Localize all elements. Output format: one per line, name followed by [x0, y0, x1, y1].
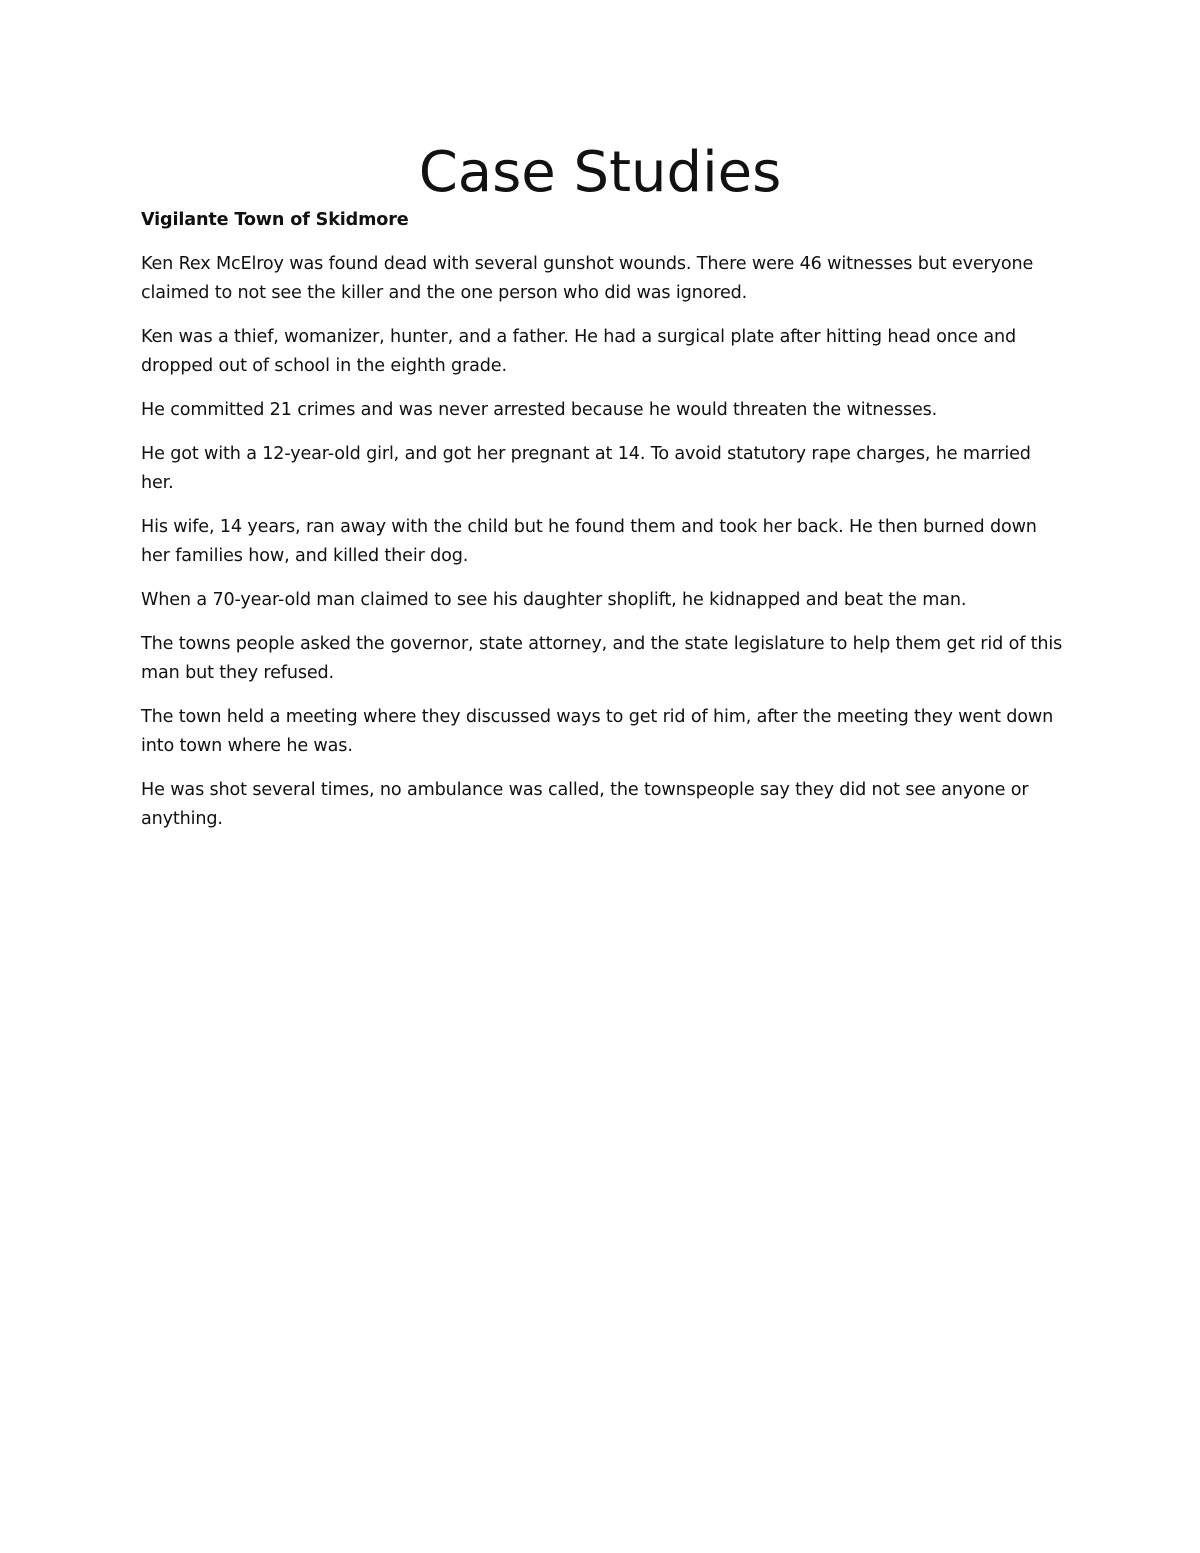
paragraph-4: He got with a 12-year-old girl, and got her pregnant at 14. To avoid statutory rape charges, he married her. — [141, 444, 1031, 493]
paragraph-8: The town held a meeting where they discussed ways to get rid of him, after the meeting they went down into town where he was. — [141, 707, 1054, 756]
document-body — [141, 206, 1066, 849]
paragraph-7: The towns people asked the governor, state attorney, and the state legislature to help them get rid of this man but they refused. — [141, 634, 1063, 683]
paragraph-1: Ken Rex McElroy was found dead with several gunshot wounds. There were 46 witnesses but everyone claimed to not see the killer and the one person who did was ignored. — [141, 254, 1034, 303]
paragraph-6: When a 70-year-old man claimed to see his daughter shoplift, he kidnapped and beat the man. — [141, 590, 967, 610]
paragraph-3: He committed 21 crimes and was never arrested because he would threaten the witnesses. — [141, 400, 938, 420]
page-title: Case Studies — [418, 140, 782, 205]
paragraph-5: His wife, 14 years, ran away with the child but he found them and took her back. He then burned down her families how, and killed their dog. — [141, 517, 1037, 566]
paragraph-9: He was shot several times, no ambulance was called, the townspeople say they did not see anyone or anything. — [141, 780, 1029, 829]
section-heading: Vigilante Town of Skidmore — [141, 210, 409, 230]
paragraph-2: Ken was a thief, womanizer, hunter, and a father. He had a surgical plate after hitting head once and dropped out of school in the eighth grade. — [141, 327, 1016, 376]
